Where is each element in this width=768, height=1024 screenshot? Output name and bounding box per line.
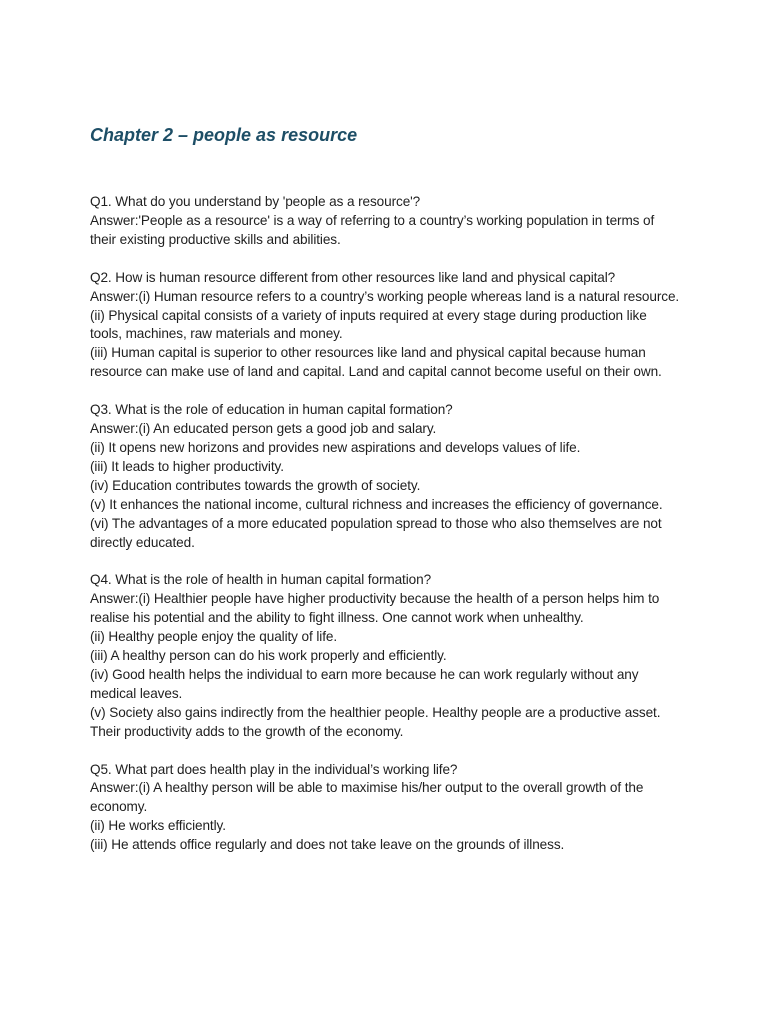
answer-4-point-4: (iv) Good health helps the individual to earn more because he can work regularly without any medical leaves. (90, 666, 639, 701)
answer-5-point-3: (iii) He attends office regularly and does not take leave on the grounds of illness. (90, 837, 565, 853)
answer-4-point-3: (iii) A healthy person can do his work properly and efficiently. (90, 648, 447, 664)
answer-2-point-1: Answer:(i) Human resource refers to a country’s working people whereas land is a natural resource. (90, 288, 680, 304)
qa-block-2 (90, 269, 680, 382)
question-2: Q2. How is human resource different from other resources like land and physical capital? (90, 269, 616, 285)
answer-1: Answer:'People as a resource' is a way of referring to a country’s working population in terms of their existing productive skills and abilities. (90, 212, 655, 247)
qa-block-1 (90, 193, 680, 250)
answer-3-point-3: (iii) It leads to higher productivity. (90, 458, 284, 474)
qa-block-4 (90, 571, 680, 741)
answer-3-point-5: (v) It enhances the national income, cultural richness and increases the efficiency of governance. (90, 496, 663, 512)
question-1: Q1. What do you understand by 'people as a resource'? (90, 194, 421, 209)
qa-block-3 (90, 401, 680, 552)
answer-4-point-1: Answer:(i) Healthier people have higher productivity because the health of a person helps him to realise his potential and the ability to fight illness. One cannot work when unhealthy. (90, 591, 660, 626)
chapter-title: Chapter 2 – people as resource (90, 125, 358, 145)
question-4: Q4. What is the role of health in human capital formation? (90, 572, 432, 588)
answer-4-point-5: (v) Society also gains indirectly from the healthier people. Healthy people are a productive asset. Their productivity adds to the growth of the economy. (90, 704, 661, 739)
answer-3-point-2: (ii) It opens new horizons and provides new aspirations and develops values of life. (90, 439, 581, 455)
answer-2-point-2: (ii) Physical capital consists of a variety of inputs required at every stage during production like tools, machines, raw materials and money. (90, 307, 647, 342)
answer-4-point-2: (ii) Healthy people enjoy the quality of life. (90, 629, 338, 645)
answer-3-point-4: (iv) Education contributes towards the growth of society. (90, 477, 421, 493)
answer-5-point-2: (ii) He works efficiently. (90, 818, 226, 834)
answer-3-point-1: Answer:(i) An educated person gets a good job and salary. (90, 421, 437, 437)
qa-list (90, 193, 680, 855)
answer-3-point-6: (vi) The advantages of a more educated population spread to those who also themselves are not directly educated. (90, 515, 662, 550)
answer-5-point-1: Answer:(i) A healthy person will be able to maximise his/her output to the overall growth of the economy. (90, 780, 644, 815)
question-3: Q3. What is the role of education in human capital formation? (90, 402, 453, 418)
answer-2-point-3: (iii) Human capital is superior to other resources like land and physical capital because human resource can make use of land and capital. Land and capital cannot become useful on their own. (90, 345, 662, 380)
question-5: Q5. What part does health play in the individual’s working life? (90, 761, 458, 777)
qa-block-5 (90, 761, 680, 856)
document-page (90, 123, 680, 874)
